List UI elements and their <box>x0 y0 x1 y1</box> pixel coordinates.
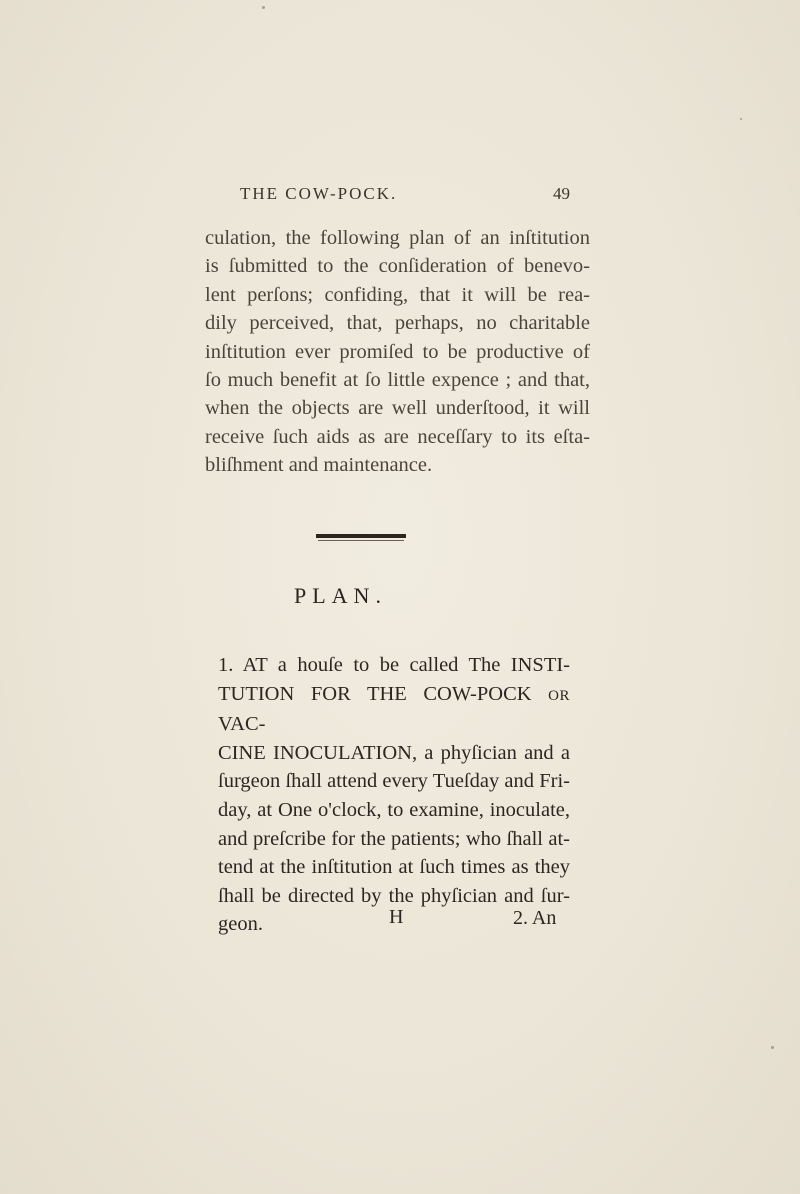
text-fragment: VAC- <box>218 713 266 736</box>
text-line: lent perſons; confiding, that it will be rea- <box>205 283 590 306</box>
text-fragment: TUTION FOR THE COW-POCK <box>218 682 549 705</box>
paper-speck <box>262 6 265 9</box>
text-line: 1. AT a houſe to be called The INSTI- <box>218 654 570 676</box>
text-line: ſo much benefit at ſo little expence ; and that, <box>205 369 590 392</box>
text-line <box>218 680 570 739</box>
paper-speck <box>740 118 742 120</box>
catchword: 2. An <box>513 907 557 929</box>
plan-heading: PLAN. <box>294 583 387 608</box>
text-line: and preſcribe for the patients; who ſhall at- <box>218 827 570 850</box>
text-line: ſhall be directed by the phyſician and ſur- <box>218 884 570 907</box>
text-line: CINE INOCULATION, a phyſician and a <box>218 741 570 764</box>
running-head <box>240 184 570 208</box>
page-number: 49 <box>553 184 570 203</box>
section-divider-thin <box>318 540 404 541</box>
text-line: culation, the following plan of an inſtitution <box>205 227 590 249</box>
text-line: inſtitution ever promiſed to be productive of <box>205 340 590 363</box>
text-line: when the objects are well underſtood, it will <box>205 397 590 420</box>
text-line: tend at the inſtitution at ſuch times as they <box>218 856 570 879</box>
plan-item-1 <box>218 651 570 939</box>
text-line: bliſhment and maintenance. <box>205 454 433 477</box>
running-title: THE COW-POCK. <box>240 184 398 203</box>
paper-speck <box>771 1046 774 1049</box>
text-line: geon. <box>218 913 263 936</box>
section-divider <box>316 534 406 538</box>
signature-mark: H <box>389 906 404 928</box>
text-line: day, at One o'clock, to examine, inoculate, <box>218 798 570 821</box>
text-line: ſurgeon ſhall attend every Tueſday and Fri- <box>218 770 570 793</box>
text-line: is ſubmitted to the conſideration of benevo- <box>205 255 590 278</box>
text-line: dily perceived, that, perhaps, no charitable <box>205 312 590 335</box>
intro-paragraph <box>205 224 590 480</box>
text-line: receive ſuch aids as are neceſſary to its eſta- <box>205 425 590 448</box>
small-caps-or: OR <box>548 687 570 704</box>
